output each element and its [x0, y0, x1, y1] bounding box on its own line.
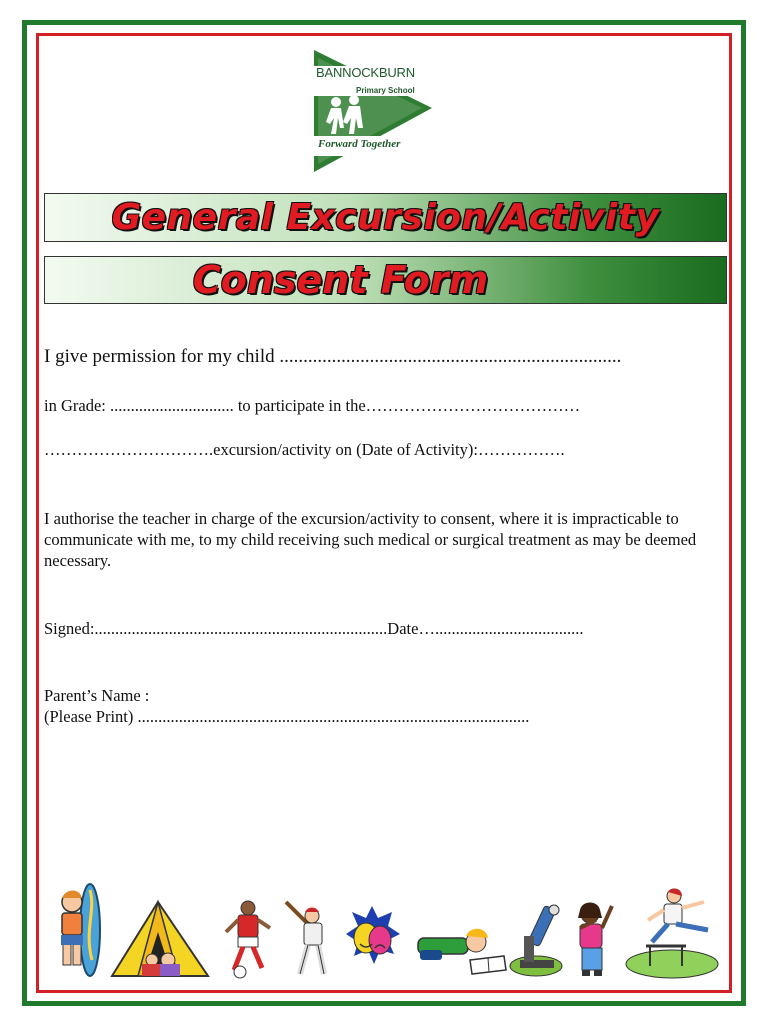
singing-girl-icon	[568, 896, 618, 980]
reading-child-icon	[414, 920, 510, 980]
surfer-child-icon	[52, 880, 110, 980]
parent-name-label: Parent’s Name :	[44, 686, 150, 705]
hurdler-icon	[624, 884, 720, 980]
microscope-icon	[506, 900, 568, 980]
theatre-masks-icon	[344, 904, 400, 976]
school-name: BANNOCKBURN	[316, 65, 415, 80]
please-print-line: (Please Print) ...............................................................................................	[44, 707, 530, 726]
permission-line: I give permission for my child ........................................................................	[44, 346, 622, 367]
activity-date-line: ………………………….excursion/activity on (Date of Activity):…………….	[44, 440, 565, 459]
title-banner-1	[44, 193, 727, 242]
title-line-1: General Excursion/Activity	[111, 197, 660, 238]
baseball-batter-icon	[280, 898, 336, 980]
authorisation-paragraph: I authorise the teacher in charge of the excursion/activity to consent, where it is impracticable to communicate with me, to my child receiving such medical or surgical treatment as may be deemed necessary.	[44, 509, 697, 570]
soccer-player-icon	[218, 898, 278, 980]
school-subtitle: Primary School	[356, 86, 415, 95]
signature-line: Signed:.......................................................................Date…....................................	[44, 619, 584, 638]
title-line-2: Consent Form	[192, 258, 489, 302]
grade-line: in Grade: .............................. to participate in the…………………………………	[44, 396, 581, 415]
title-banner-2	[44, 256, 727, 304]
tent-camping-icon	[108, 898, 214, 980]
parent-name-block	[44, 685, 529, 727]
school-motto: Forward Together	[318, 138, 401, 150]
